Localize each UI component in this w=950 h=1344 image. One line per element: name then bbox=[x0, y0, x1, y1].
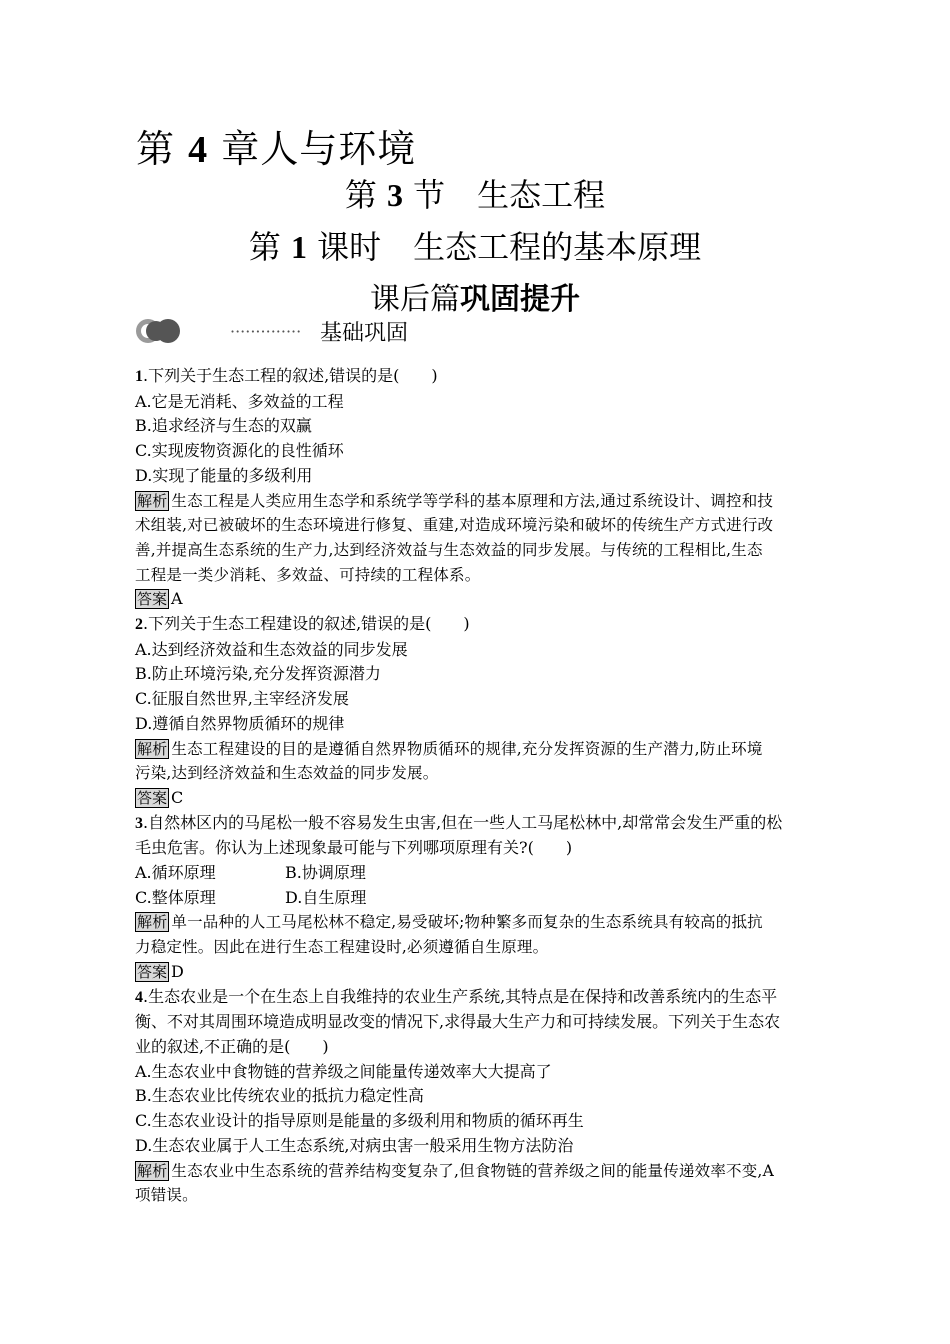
question-list bbox=[135, 364, 820, 1208]
question-3 bbox=[135, 811, 820, 985]
explain-tag: 解析 bbox=[137, 1161, 168, 1180]
option-a: A.生态农业中食物链的营养级之间能量传递效率大大提高了 bbox=[135, 1061, 552, 1081]
answer: 答案 A bbox=[137, 589, 183, 609]
question-1 bbox=[135, 364, 820, 612]
answer-tag: 答案 bbox=[137, 788, 168, 807]
explain-tag: 解析 bbox=[137, 739, 168, 758]
explain-tag: 解析 bbox=[137, 913, 168, 932]
question-stem-line: 业的叙述,不正确的是( ) bbox=[135, 1036, 329, 1056]
section-title: 第 3 节 生态工程 bbox=[344, 176, 606, 214]
explanation-line: 工程是一类少消耗、多效益、可持续的工程体系。 bbox=[135, 565, 481, 584]
question-stem: 4.生态农业是一个在生态上自我维持的农业生产系统,其特点是在保持和改善系统内的生态平 bbox=[135, 986, 778, 1006]
dot-leader: ·············· bbox=[230, 322, 302, 341]
explain-tag: 解析 bbox=[137, 491, 168, 510]
option-d: D.实现了能量的多级利用 bbox=[135, 465, 313, 485]
explanation: 解析 生态工程建设的目的是遵循自然界物质循环的规律,充分发挥资源的生产潜力,防止环境 bbox=[137, 739, 763, 758]
question-stem-line: 衡、不对其周围环境造成明显改变的情况下,求得最大生产力和可持续发展。下列关于生态农 bbox=[135, 1012, 781, 1032]
answer-tag: 答案 bbox=[137, 590, 168, 609]
question-stem: 1.下列关于生态工程的叙述,错误的是( ) bbox=[135, 366, 438, 385]
option-c: C.整体原理 bbox=[135, 887, 216, 907]
explanation-line: 力稳定性。因此在进行生态工程建设时,必须遵循自生原理。 bbox=[135, 938, 549, 957]
question-stem-line: 毛虫危害。你认为上述现象最可能与下列哪项原理有关?( ) bbox=[135, 838, 573, 858]
option-a: A.循环原理 bbox=[135, 863, 216, 883]
option-b: B.协调原理 bbox=[285, 863, 366, 883]
explanation: 解析 生态工程是人类应用生态学和系统学等学科的基本原理和方法,通过系统设计、调控和技 bbox=[137, 491, 774, 510]
option-b: B.追求经济与生态的双赢 bbox=[135, 416, 312, 436]
chapter-title: 第 4 章人与环境 bbox=[136, 127, 417, 171]
answer: 答案 D bbox=[137, 961, 184, 981]
option-a: A.达到经济效益和生态效益的同步发展 bbox=[135, 639, 408, 659]
question-2 bbox=[135, 612, 820, 811]
question-stem: 3.自然林区内的马尾松一般不容易发生虫害,但在一些人工马尾松林中,却常常会发生严重的松 bbox=[135, 812, 783, 832]
option-c: C.征服自然世界,主宰经济发展 bbox=[135, 689, 349, 709]
option-b: B.防止环境污染,充分发挥资源潜力 bbox=[135, 664, 381, 684]
basic-section-title: 基础巩固 bbox=[320, 321, 409, 346]
lesson-title: 第 1 课时 生态工程的基本原理 bbox=[248, 228, 702, 266]
option-c: C.生态农业设计的指导原则是能量的多级利用和物质的循环再生 bbox=[135, 1111, 584, 1131]
option-a: A.它是无消耗、多效益的工程 bbox=[135, 391, 344, 411]
explanation: 解析 生态农业中生态系统的营养结构变复杂了,但食物链的营养级之间的能量传递效率不变,A bbox=[137, 1161, 774, 1180]
explanation: 解析 单一品种的人工马尾松林不稳定,易受破坏;物种繁多而复杂的生态系统具有较高的抵抗 bbox=[137, 913, 763, 932]
answer-tag: 答案 bbox=[137, 962, 168, 981]
explanation-line: 善,并提高生态系统的生产力,达到经济效益与生态效益的同步发展。与传统的工程相比,生态 bbox=[135, 540, 763, 559]
option-c: C.实现废物资源化的良性循环 bbox=[135, 441, 344, 461]
explanation-line: 项错误。 bbox=[135, 1186, 198, 1205]
double-circle-icon bbox=[134, 316, 194, 346]
answer: 答案 C bbox=[137, 787, 184, 807]
explanation-line: 污染,达到经济效益和生态效益的同步发展。 bbox=[135, 764, 439, 783]
option-row bbox=[135, 861, 820, 886]
part-title: 课后篇巩固提升 bbox=[370, 282, 580, 317]
option-b: B.生态农业比传统农业的抵抗力稳定性高 bbox=[135, 1086, 424, 1106]
option-d: D.遵循自然界物质循环的规律 bbox=[135, 713, 345, 733]
question-4 bbox=[135, 985, 820, 1208]
question-stem: 2.下列关于生态工程建设的叙述,错误的是( ) bbox=[135, 614, 470, 634]
basic-section-header bbox=[134, 314, 534, 348]
option-d: D.生态农业属于人工生态系统,对病虫害一般采用生物方法防治 bbox=[135, 1135, 574, 1155]
option-row bbox=[135, 886, 820, 911]
explanation-line: 术组装,对已被破坏的生态环境进行修复、重建,对造成环境污染和破坏的传统生产方式进行改 bbox=[135, 516, 774, 535]
option-d: D.自生原理 bbox=[285, 887, 367, 907]
